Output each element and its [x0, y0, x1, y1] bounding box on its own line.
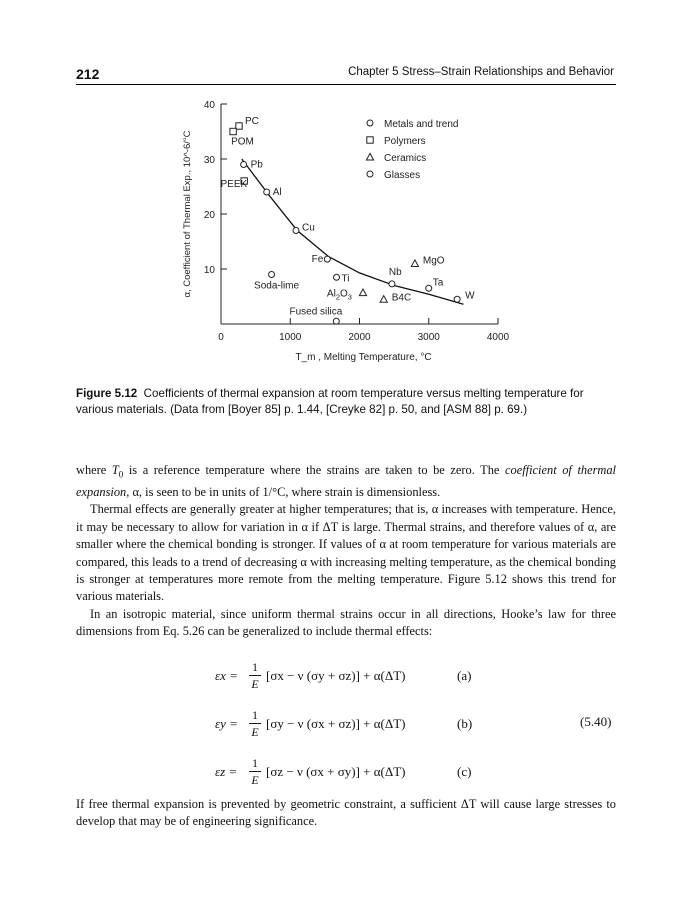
t0-symbol-sub: 0 — [118, 469, 124, 480]
point-w — [454, 296, 460, 302]
p1-text-a: where — [76, 463, 112, 477]
legend-symbol-0 — [367, 120, 373, 126]
point-label-nb: Nb — [388, 266, 402, 278]
point-ti — [334, 274, 340, 280]
point-fused-silica — [333, 318, 339, 324]
point-label-al2o3: $Al_2O_3$ — [326, 288, 352, 302]
header-rule — [76, 84, 616, 85]
equation-rhs: [σx − ν (σy + σz)] + α(ΔT) — [266, 668, 406, 683]
point-label-mgo: MgO — [422, 255, 445, 267]
fraction-numerator: 1 — [252, 660, 258, 674]
t0-symbol-base: T — [111, 463, 119, 477]
p1-text-b: is a reference temperature where the strains are taken to be zero. The — [123, 463, 506, 477]
point-pb — [241, 162, 247, 168]
fraction-denominator: E — [251, 677, 259, 691]
equation-fraction — [249, 660, 261, 691]
fraction-numerator: 1 — [252, 708, 258, 722]
body-text — [76, 462, 616, 641]
thermal-expansion-chart — [0, 90, 690, 370]
point-fe — [324, 256, 330, 262]
equation-fraction — [249, 708, 261, 739]
x-tick-label: 2000 — [348, 332, 371, 343]
point-label-pb: Pb — [250, 159, 263, 171]
legend-label-1: Polymers — [384, 136, 426, 147]
equation-number: (5.40) — [580, 714, 612, 729]
x-tick-label: 1000 — [279, 332, 302, 343]
equation-lhs: εy = — [215, 716, 238, 731]
point-label-fe: Fe — [311, 254, 324, 266]
y-tick-label: 40 — [203, 100, 215, 111]
figure-caption — [76, 386, 616, 418]
chart-marks — [221, 116, 476, 324]
point-label-w: W — [465, 290, 475, 302]
point-label-pom: POM — [231, 136, 254, 148]
point-pom — [230, 128, 236, 134]
equation-rhs: [σz − ν (σx + σy)] + α(ΔT) — [266, 764, 406, 779]
point-nb — [389, 281, 395, 287]
p1-text-c: , α, is seen to be in units of 1/°C, where strain is dimensionless. — [126, 484, 441, 499]
fraction-numerator: 1 — [252, 756, 258, 770]
point-b4c — [380, 296, 387, 303]
fraction-bar — [249, 675, 261, 676]
point-mgo — [411, 260, 418, 267]
point-cu — [293, 228, 299, 234]
legend-symbol-1 — [367, 137, 373, 143]
equation-lhs: εx = — [215, 668, 238, 683]
fraction-denominator: E — [251, 725, 259, 739]
y-axis-label: α, Coefficient of Thermal Exp., 10^-6/°C — [182, 130, 193, 298]
x-tick-label: 3000 — [417, 332, 440, 343]
point-al — [264, 189, 270, 195]
legend-label-0: Metals and trend — [384, 119, 459, 130]
x-axis-label: T_m , Melting Temperature, °C — [295, 352, 432, 363]
y-tick-label: 10 — [203, 265, 215, 276]
point-label-cu: Cu — [301, 222, 315, 234]
legend-symbol-2 — [366, 153, 373, 160]
point-label-ti: Ti — [341, 273, 350, 285]
equation-lhs: εz = — [215, 764, 238, 779]
point-al2o3 — [359, 289, 366, 296]
fraction-bar — [249, 771, 261, 772]
fraction-bar — [249, 723, 261, 724]
chart-legend — [366, 119, 458, 181]
running-head: Chapter 5 Stress–Strain Relationships and Behavior — [348, 66, 614, 78]
point-label-pc: PC — [245, 116, 259, 127]
point-ta — [426, 285, 432, 291]
equation-label: (b) — [457, 716, 473, 731]
point-label-al: Al — [272, 187, 282, 198]
paragraph-3: In an isotropic material, since uniform thermal strains occur in all directions, Hooke’s law for three dimensions from Eq. 5.26 can be generalized to include thermal effects: — [76, 606, 616, 639]
legend-label-2: Ceramics — [384, 153, 427, 164]
closing-paragraph: If free thermal expansion is prevented by geometric constraint, a sufficient ΔT will cause large stresses to develop that may be of engineering significance. — [76, 797, 616, 829]
figure-caption-text: Coefficients of thermal expansion at room temperature versus melting temperature for various materials. (Data from [Boyer 85] p. 1.44, [Creyke 82] p. 50, and [ASM 88] p. 69.) — [76, 387, 584, 416]
equation-label: (a) — [457, 668, 472, 683]
paragraph-2: Thermal effects are generally greater at higher temperatures; that is, α increases with temperature. Hence, it may be necessary to allow for variation in α if ΔT is large. Thermal strains, and therefore values of α, are smaller where the chemical bonding is stronger. If values of α at room temperature for various materials are compared, this leads to a trend of decreasing α with increasing melting temperature, as the chemical bonding is stronger at temperatures more remote from the melting temperature. Figure 5.12 shows this trend for various materials. — [76, 502, 616, 604]
figure-caption-label: Figure 5.12 — [76, 387, 138, 400]
t0-symbol — [111, 463, 124, 480]
paragraph-1 — [76, 462, 616, 501]
point-label-ta: Ta — [432, 277, 444, 289]
x-tick-label: 0 — [218, 332, 224, 343]
point-soda-lime — [269, 272, 275, 278]
x-tick-label: 4000 — [486, 332, 510, 343]
point-label-peek: PEEK — [220, 179, 248, 190]
equation-fraction — [249, 756, 261, 787]
y-tick-label: 30 — [203, 155, 215, 166]
fraction-denominator: E — [251, 773, 259, 787]
point-label-soda-lime: Soda-lime — [254, 280, 300, 292]
point-label-fused-silica: Fused silica — [289, 306, 343, 318]
page-number: 212 — [76, 66, 100, 82]
term-thermal-expansion: coefficient of thermal expansion — [76, 463, 616, 499]
legend-symbol-3 — [367, 171, 373, 177]
legend-label-3: Glasses — [384, 170, 421, 181]
point-label-b4c: B4C — [391, 292, 412, 304]
y-tick-label: 20 — [203, 210, 215, 221]
equation-label: (c) — [457, 764, 472, 779]
equation-rhs: [σy − ν (σx + σz)] + α(ΔT) — [266, 716, 406, 731]
